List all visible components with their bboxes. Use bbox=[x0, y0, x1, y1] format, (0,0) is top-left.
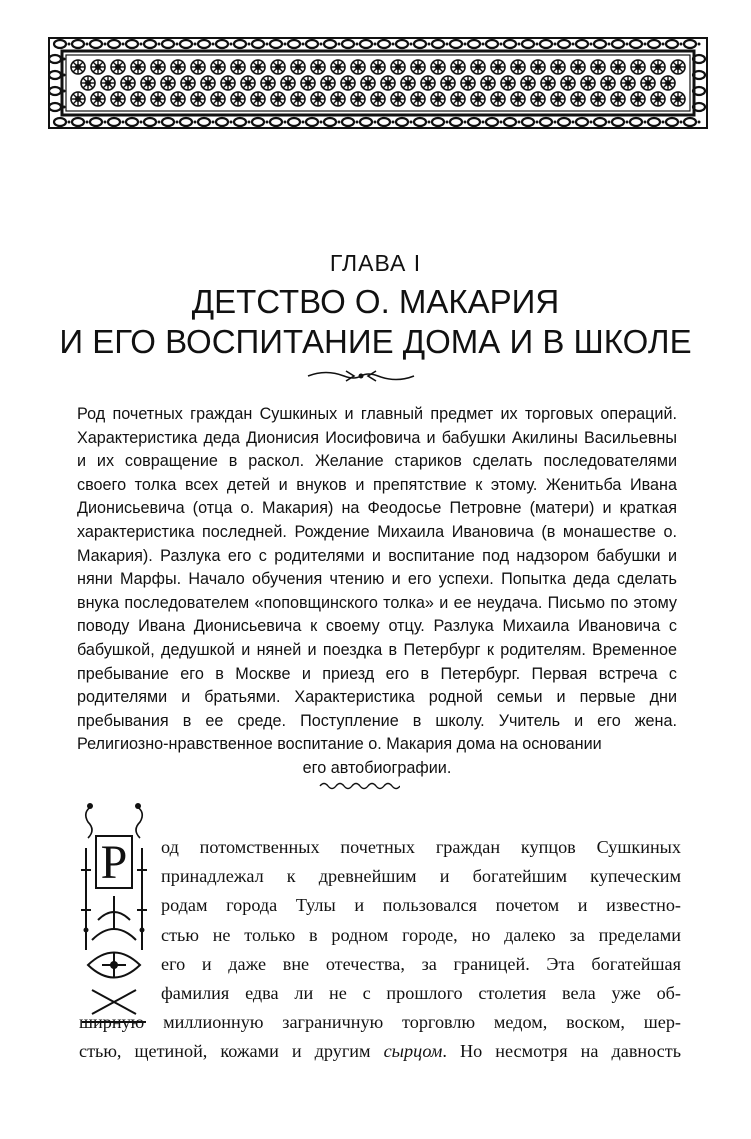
ornament-rosette bbox=[241, 76, 255, 90]
body-line-4: стью не только в родном городе, но далеко за пределами bbox=[161, 924, 681, 945]
ornament-rosette bbox=[641, 76, 655, 90]
body-line-3: родам города Тулы и пользовался почетом и известно- bbox=[161, 895, 681, 916]
ornament-rosette bbox=[361, 76, 375, 90]
ornament-chain-link bbox=[180, 40, 197, 48]
ornament-rosette bbox=[201, 76, 215, 90]
ornament-chain-link bbox=[270, 118, 287, 126]
ornament-chain-link bbox=[468, 118, 485, 126]
ornament-rosette bbox=[131, 92, 145, 106]
ornament-chain-link bbox=[396, 118, 413, 126]
ornament-chain-link bbox=[126, 118, 143, 126]
ornament-rosette bbox=[501, 76, 515, 90]
ornament-rosette bbox=[431, 60, 445, 74]
ornament-rosette bbox=[511, 60, 525, 74]
ornament-rosette bbox=[651, 92, 665, 106]
ornament-rosette bbox=[261, 76, 275, 90]
ornament-chain-link bbox=[54, 40, 71, 48]
ornament-chain-link bbox=[432, 40, 449, 48]
ornament-rosette bbox=[281, 76, 295, 90]
ornament-rosette bbox=[81, 76, 95, 90]
ornament-rosette bbox=[121, 76, 135, 90]
ornament-chain-link bbox=[90, 40, 107, 48]
ornament-chain-link bbox=[144, 40, 161, 48]
ornament-chain-link bbox=[234, 118, 251, 126]
ornament-rosette bbox=[611, 60, 625, 74]
ornament-rosette bbox=[611, 92, 625, 106]
ornament-chain-link bbox=[72, 118, 89, 126]
ornament-rosette bbox=[591, 60, 605, 74]
ornament-rosette bbox=[181, 76, 195, 90]
ornament-chain-link bbox=[198, 40, 215, 48]
ornament-rosette bbox=[631, 92, 645, 106]
ornament-rosette bbox=[71, 92, 85, 106]
ornament-chain-link bbox=[630, 118, 647, 126]
ornament-chain-link bbox=[252, 118, 269, 126]
ornament-rosette bbox=[391, 92, 405, 106]
ornament-chain-link bbox=[540, 40, 557, 48]
ornament-chain-link bbox=[288, 40, 305, 48]
chapter-title bbox=[0, 282, 751, 362]
ornament-chain-link bbox=[576, 40, 593, 48]
ornament-rosette bbox=[531, 60, 545, 74]
ornament-chain-link bbox=[450, 40, 467, 48]
ornament-rosette bbox=[91, 92, 105, 106]
ornament-rosette bbox=[231, 92, 245, 106]
ornament-rosette bbox=[131, 60, 145, 74]
body-line-5: его и даже вне отечества, за границей. Эта богатейшая bbox=[161, 953, 681, 974]
ornament-chain-link bbox=[324, 118, 341, 126]
ornament-rosette bbox=[101, 76, 115, 90]
ornament-rosette bbox=[211, 60, 225, 74]
ornament-rosette bbox=[271, 60, 285, 74]
ornament-chain-link bbox=[612, 118, 629, 126]
ornament-rosette bbox=[491, 60, 505, 74]
ornament-rosette bbox=[311, 92, 325, 106]
ornament-chain-link bbox=[270, 40, 287, 48]
body-line-7: ширную миллионную заграничную торговлю медом, воском, шер- bbox=[79, 1012, 681, 1033]
ornament-chain-link bbox=[522, 118, 539, 126]
ornament-rosette bbox=[411, 92, 425, 106]
ornament-chain-link bbox=[558, 40, 575, 48]
ornament-chain-link bbox=[180, 118, 197, 126]
ornament-rosette bbox=[161, 76, 175, 90]
ornament-chain-link bbox=[324, 40, 341, 48]
ornament-rosette bbox=[191, 60, 205, 74]
ornament-rosette bbox=[291, 60, 305, 74]
ornament-chain-link bbox=[342, 118, 359, 126]
ornament-rosette bbox=[671, 60, 685, 74]
ornament-rosette bbox=[351, 60, 365, 74]
ornament-rosette bbox=[311, 60, 325, 74]
ornament-rosette bbox=[291, 92, 305, 106]
ornament-chain-link bbox=[234, 40, 251, 48]
ornament-chain-link bbox=[288, 118, 305, 126]
ornament-chain-link bbox=[666, 40, 683, 48]
ornament-rosette bbox=[71, 60, 85, 74]
ornament-rosette bbox=[391, 60, 405, 74]
body-line-8-end: . Но несмотря на давность bbox=[442, 1041, 682, 1062]
chapter-label: ГЛАВА I bbox=[329, 250, 422, 276]
ornament-rosette bbox=[401, 76, 415, 90]
ornament-chain-link bbox=[684, 118, 701, 126]
body-line-1: од потомственных почетных граждан купцов Сушкиных bbox=[161, 837, 681, 857]
ornament-rosette bbox=[411, 60, 425, 74]
ornament-chain-link bbox=[360, 118, 377, 126]
ornament-rosette bbox=[561, 76, 575, 90]
ornament-rosette bbox=[301, 76, 315, 90]
ornament-rosette bbox=[351, 92, 365, 106]
ornament-rosette bbox=[591, 92, 605, 106]
ornament-rosette bbox=[231, 60, 245, 74]
ornament-rosette bbox=[171, 92, 185, 106]
ornament-rosette bbox=[321, 76, 335, 90]
ornament-chain-link bbox=[108, 40, 125, 48]
ornament-chain-link bbox=[468, 40, 485, 48]
ornament-chain-link bbox=[162, 118, 179, 126]
dropcap-letter: Р bbox=[100, 836, 128, 889]
body-line-6: фамилия едва ли не с прошлого столетия вела уже об- bbox=[161, 983, 681, 1004]
ornament-chain-link bbox=[540, 118, 557, 126]
ornament-chain-link bbox=[504, 40, 521, 48]
ornament-chain-link bbox=[612, 40, 629, 48]
ornament-rosette bbox=[581, 76, 595, 90]
ornament-rosette bbox=[331, 92, 345, 106]
ornament-chain-link bbox=[306, 118, 323, 126]
ornament-rosette bbox=[651, 60, 665, 74]
summary-text: Род почетных граждан Сушкиных и главный предмет их торговых операций. Характеристика деда Дионисия Иосифовича и бабушки Акилины Васильевны и их совращение в раскол. Желание стариков сделать последователями своего толка всех детей и внуков и препятствие к этому. Женитьба Ивана Дионисьевича (отца о. Макария) на Феодосье Петровне (матери) и краткая характеристика последней. Рождение Михаила Ивановича (в монашестве о. Макария). Разлука его с родителями и воспитание под надзором бабушки и няни Марфы. Начало обучения чтению и его успехи. Попытка деда сделать внука последователем «поповщинского толка» и ее неудача. Письмо по этому поводу Ивана Дионисьевича к своему отцу. Разлука Михаила Ивановича с бабушкой, дедушкой и няней и поездка в Петербург к родителям. Временное пребывание его в Москве и приезд его в Петербург. Первая встреча с родителями и братьями. Характеристика родной семьи и первые дни пребывания в ее среде. Поступление в школу. Учитель и его жена. Религиозно-нравственное воспитание о. Макария дома на основании bbox=[77, 405, 677, 754]
ornament-rosette bbox=[491, 92, 505, 106]
ornament-rosette bbox=[251, 60, 265, 74]
title-flourish-ornament bbox=[306, 366, 416, 386]
ornament-rosette bbox=[551, 92, 565, 106]
ornament-chain-link bbox=[198, 118, 215, 126]
ornament-rosette bbox=[421, 76, 435, 90]
body-line-2: принадлежал к древнейшим и богатейшим купеческим bbox=[161, 866, 681, 887]
ornament-chain-link bbox=[108, 118, 125, 126]
ornament-chain-link bbox=[54, 118, 71, 126]
ornament-rosette bbox=[571, 92, 585, 106]
ornament-chain-link bbox=[306, 40, 323, 48]
ornament-rosette bbox=[381, 76, 395, 90]
ornament-rosette bbox=[571, 60, 585, 74]
ornament-chain-link bbox=[594, 40, 611, 48]
ornament-rosette bbox=[481, 76, 495, 90]
ornament-chain-link bbox=[630, 40, 647, 48]
chapter-summary bbox=[77, 403, 677, 781]
ornament-rosette bbox=[521, 76, 535, 90]
ornament-chain-link bbox=[126, 40, 143, 48]
chapter-title-line-1: ДЕТСТВО О. МАКАРИЯ bbox=[191, 283, 560, 320]
ornament-rosette bbox=[541, 76, 555, 90]
ornament-chain-link bbox=[504, 118, 521, 126]
ornament-rosette bbox=[371, 92, 385, 106]
ornament-chain-link bbox=[576, 118, 593, 126]
ornament-chain-link bbox=[432, 118, 449, 126]
ornament-chain-link bbox=[648, 118, 665, 126]
ornament-rosette bbox=[431, 92, 445, 106]
ornament-rosette bbox=[461, 76, 475, 90]
ornament-rosette bbox=[371, 60, 385, 74]
ornament-chain-link bbox=[378, 40, 395, 48]
ornament-rosette bbox=[601, 76, 615, 90]
ornament-chain-link bbox=[450, 118, 467, 126]
ornament-rosette bbox=[141, 76, 155, 90]
ornament-rosette bbox=[471, 60, 485, 74]
ornament-chain-link bbox=[162, 40, 179, 48]
ornament-chain-link bbox=[486, 118, 503, 126]
chapter-title-line-2: И ЕГО ВОСПИТАНИЕ ДОМА И В ШКОЛЕ bbox=[59, 323, 692, 360]
ornament-rosette bbox=[111, 60, 125, 74]
ornament-rosette bbox=[531, 92, 545, 106]
ornament-rosette bbox=[451, 92, 465, 106]
summary-last-line: его автобиографии. bbox=[302, 758, 452, 777]
ornament-rosette bbox=[341, 76, 355, 90]
ornament-chain-link bbox=[72, 40, 89, 48]
ornamental-header-band bbox=[48, 37, 708, 129]
ornament-chain-link bbox=[486, 40, 503, 48]
ornament-rosette bbox=[441, 76, 455, 90]
ornament-rosette bbox=[171, 60, 185, 74]
ornament-rosette bbox=[191, 92, 205, 106]
ornament-rosette bbox=[551, 60, 565, 74]
ornament-chain-link bbox=[414, 40, 431, 48]
ornament-rosette bbox=[671, 92, 685, 106]
ornament-chain-link bbox=[558, 118, 575, 126]
ornament-chain-link bbox=[648, 40, 665, 48]
ornament-rosette bbox=[111, 92, 125, 106]
ornament-chain-link bbox=[522, 40, 539, 48]
ornament-rosette bbox=[211, 92, 225, 106]
emphasized-word: сырцом bbox=[383, 1041, 443, 1062]
ornament-chain-link bbox=[90, 118, 107, 126]
ornament-chain-link bbox=[252, 40, 269, 48]
wave-divider bbox=[318, 780, 400, 792]
ornament-chain-link bbox=[144, 118, 161, 126]
ornament-rosette bbox=[471, 92, 485, 106]
ornament-chain-link bbox=[666, 118, 683, 126]
ornament-rosette bbox=[451, 60, 465, 74]
ornament-rosette bbox=[151, 60, 165, 74]
ornament-rosette bbox=[511, 92, 525, 106]
body-line-8-start: стью, щетиной, кожами и другим bbox=[79, 1041, 371, 1062]
ornament-chain-link bbox=[684, 40, 701, 48]
ornament-chain-link bbox=[216, 118, 233, 126]
body-line-8 bbox=[79, 1037, 681, 1066]
ornament-chain-link bbox=[594, 118, 611, 126]
ornament-rosette bbox=[621, 76, 635, 90]
ornament-rosette bbox=[151, 92, 165, 106]
ornament-rosette bbox=[631, 60, 645, 74]
ornament-chain-link bbox=[342, 40, 359, 48]
ornament-chain-link bbox=[414, 118, 431, 126]
body-text bbox=[79, 833, 681, 1067]
ornament-chain-link bbox=[396, 40, 413, 48]
ornament-rosette bbox=[271, 92, 285, 106]
ornament-rosette bbox=[661, 76, 675, 90]
ornament-chain-link bbox=[216, 40, 233, 48]
ornament-chain-link bbox=[378, 118, 395, 126]
ornament-chain-link bbox=[360, 40, 377, 48]
ornament-rosette bbox=[331, 60, 345, 74]
ornament-rosette bbox=[221, 76, 235, 90]
ornament-rosette bbox=[251, 92, 265, 106]
ornament-rosette bbox=[91, 60, 105, 74]
